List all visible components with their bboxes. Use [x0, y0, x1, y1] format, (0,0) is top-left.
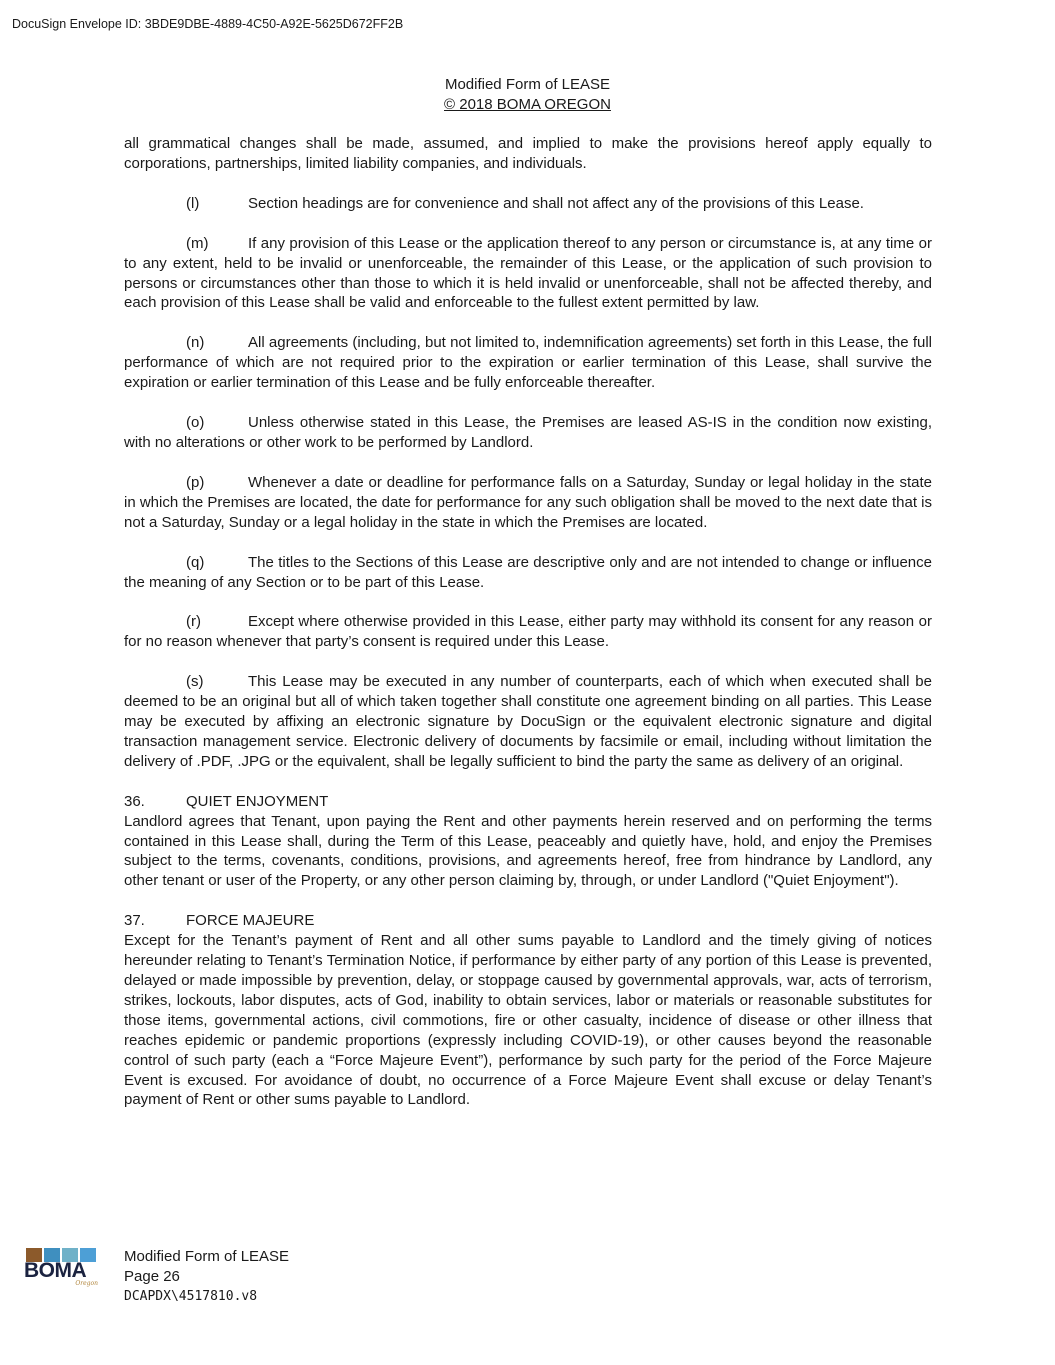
- paragraph-label: (q): [186, 553, 205, 571]
- footer-title: Modified Form of LEASE: [124, 1248, 290, 1265]
- paragraph-text: Section headings are for convenience and shall not affect any of the provisions of this Lease.: [248, 194, 864, 212]
- section-36-heading: [124, 792, 932, 812]
- paragraph-label: (r): [186, 613, 201, 631]
- section-37-heading: [124, 911, 932, 931]
- section-number: 37.: [124, 912, 145, 930]
- paragraph-text: Whenever a date or deadline for performance falls on a Saturday, Sunday or legal holiday in the state in which the Premises are located, the date for performance for any such obligation shall be moved to the next date that is not a Saturday, Sunday or a legal holiday in the state in which the Premises are located.: [124, 473, 932, 531]
- document-body: [124, 134, 932, 1130]
- paragraph-text: Except where otherwise provided in this Lease, either party may withhold its consent for any reason or for no reason whenever that party’s consent is required under this Lease.: [124, 613, 932, 651]
- section-37-text: Except for the Tenant’s payment of Rent and all other sums payable to Landlord and the timely giving of notices hereunder relating to Tenant’s Termination Notice, if performance by either party of any portion of this Lease is prevented, delayed or made impossible by prevention, delay, or stoppage caused by governmental approvals, war, acts of terrorism, strikes, lockouts, labor disputes, acts of God, inability to obtain services, labor or materials or reasonable substitutes for those items, governmental actions, civil commotions, fire or other casualty, incidence of disease or other illness that reaches epidemic or pandemic proportions (expressly including COVID-19), or other causes beyond the reasonable control of such party (each a “Force Majeure Event”), performance by such party for the period of the Force Majeure Event is excused. For avoidance of doubt, no occurrence of a Force Majeure Event shall excuse or delay Tenant’s payment of Rent or other sums payable to Landlord.: [124, 932, 932, 1109]
- section-36-text: Landlord agrees that Tenant, upon paying the Rent and other payments herein reserved and on performing the terms contained in this Lease shall, during the Term of this Lease, peaceably and quietly have, hold, and enjoy the Premises subject to the terms, covenants, conditions, provisions, and agreements hereof, free from hindrance by Landlord, any other tenant or user of the Property, or any other person claiming by, through, or under Landlord ("Quiet Enjoyment").: [124, 812, 932, 890]
- paragraph-o: [124, 413, 932, 453]
- paragraph-label: (n): [186, 334, 205, 352]
- docusign-envelope-id: DocuSign Envelope ID: 3BDE9DBE-4889-4C50-A92E-5625D672FF2B: [12, 17, 404, 31]
- paragraph-label: (m): [186, 234, 209, 252]
- paragraph-text: Unless otherwise stated in this Lease, the Premises are leased AS-IS in the condition now existing, with no alterations or other work to be performed by Landlord.: [124, 414, 932, 451]
- page-footer: [124, 1247, 289, 1307]
- paragraph-r: [124, 612, 932, 652]
- header-title: Modified Form of LEASE: [444, 76, 611, 93]
- section-number: 36.: [124, 792, 145, 810]
- logo-wordmark: BOMA: [24, 1259, 87, 1282]
- footer-page-number: Page 26: [124, 1268, 180, 1285]
- logo-subtext: Oregon: [75, 1280, 98, 1287]
- paragraph-l: [124, 194, 932, 214]
- paragraph-text: This Lease may be executed in any number of counterparts, each of which when executed shall be deemed to be an original but all of which taken together shall constitute one agreement binding on all parties. This Lease may be executed by affixing an electronic signature by DocuSign or the equivalent electronic signature and digital transaction management service. Electronic delivery of documents by facsimile or email, including without limitation the delivery of .PDF, .JPG or the equivalent, shall be legally sufficient to bind the party the same as delivery of an original.: [124, 673, 932, 770]
- paragraph-label: (s): [186, 673, 204, 691]
- paragraph-m: [124, 234, 932, 314]
- section-title: FORCE MAJEURE: [186, 912, 315, 930]
- paragraph-label: (p): [186, 473, 205, 491]
- paragraph-label: (l): [186, 194, 200, 212]
- boma-logo: [24, 1248, 98, 1286]
- paragraph-text: All agreements (including, but not limited to, indemnification agreements) set forth in this Lease, the full performance of which are not required prior to the expiration or earlier termination of this Lease, shall survive the expiration or earlier termination of this Lease and be fully enforceable thereafter.: [124, 334, 932, 392]
- paragraph-text: The titles to the Sections of this Lease are descriptive only and are not intended to change or influence the meaning of any Section or to be part of this Lease.: [124, 553, 932, 591]
- section-title: QUIET ENJOYMENT: [186, 792, 329, 810]
- paragraph-p: [124, 473, 932, 533]
- paragraph-s: [124, 672, 932, 772]
- footer-doc-code: DCAPDX\4517810.v8: [124, 1289, 258, 1304]
- paragraph-text: If any provision of this Lease or the application thereof to any person or circumstance is, at any time or to any extent, held to be invalid or unenforceable, the remainder of this Lease, or the application of such provision to persons or circumstances other than those to which it is held invalid or unenforceable, shall not be affected thereby, and each provision of this Lease shall be valid and enforceable to the fullest extent permitted by law.: [124, 234, 932, 312]
- intro-paragraph: all grammatical changes shall be made, assumed, and implied to make the provisions hereof apply equally to corporations, partnerships, limited liability companies, and individuals.: [124, 135, 932, 172]
- paragraph-label: (o): [186, 414, 205, 432]
- paragraph-q: [124, 553, 932, 593]
- paragraph-n: [124, 333, 932, 393]
- header-copyright: © 2018 BOMA OREGON: [444, 96, 611, 113]
